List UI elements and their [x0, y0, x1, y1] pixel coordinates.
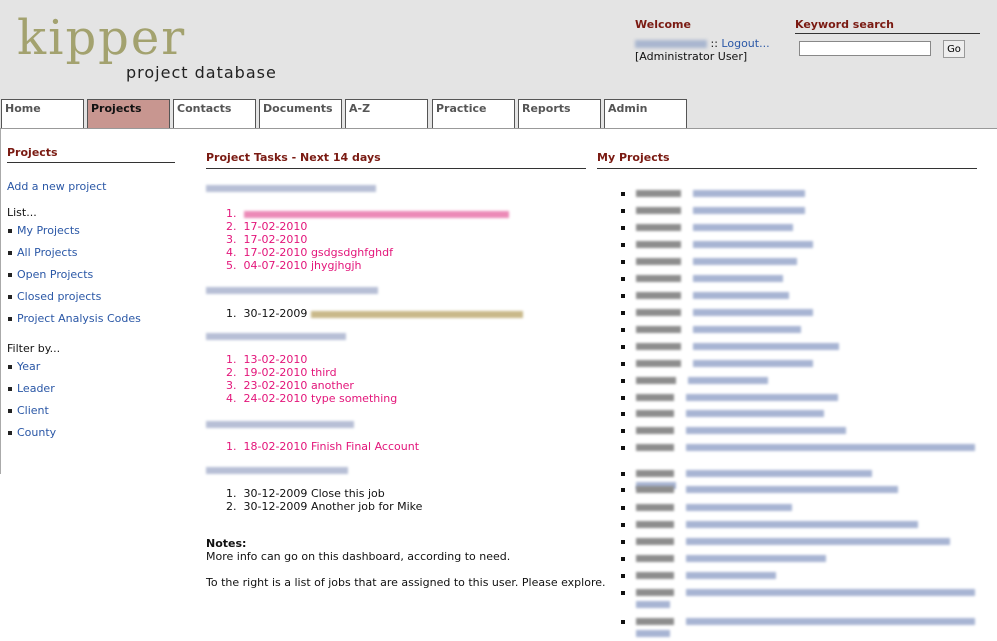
filter-leader[interactable]: Leader	[17, 382, 55, 395]
tab-reports[interactable]: Reports	[518, 99, 601, 128]
project-heading[interactable]	[206, 467, 348, 474]
project-link[interactable]	[686, 504, 792, 511]
project-link[interactable]	[693, 360, 813, 367]
bullet-icon	[621, 574, 625, 578]
task-item[interactable]: 3. 23-02-2010 another	[226, 379, 354, 392]
left-border	[0, 129, 1, 474]
task-item[interactable]: 2. 19-02-2010 third	[226, 366, 337, 379]
project-code	[636, 360, 681, 367]
project-link[interactable]	[686, 394, 838, 401]
tab-home[interactable]: Home	[1, 99, 84, 128]
task-item[interactable]: 1. 30-12-2009 Close this job	[226, 487, 385, 500]
add-project-link[interactable]: Add a new project	[7, 180, 107, 193]
my-projects-title: My Projects	[597, 151, 670, 164]
project-code	[636, 394, 674, 401]
project-link[interactable]	[693, 309, 813, 316]
project-code	[636, 224, 681, 231]
sidebar-item-open-projects[interactable]: Open Projects	[17, 268, 94, 281]
bullet-icon	[8, 409, 12, 413]
project-link[interactable]	[636, 601, 670, 608]
bullet-icon	[8, 273, 12, 277]
bullet-icon	[621, 412, 625, 416]
bullet-icon	[621, 379, 625, 383]
bullet-icon	[621, 328, 625, 332]
keyword-search-input[interactable]	[799, 41, 931, 56]
tab-projects[interactable]: Projects	[87, 99, 170, 128]
keyword-search-rule	[795, 33, 980, 34]
task-item[interactable]: 3. 17-02-2010	[226, 233, 308, 246]
project-code	[636, 207, 681, 214]
tab-documents[interactable]: Documents	[259, 99, 342, 128]
project-link[interactable]	[636, 630, 670, 637]
list-label: List...	[7, 206, 37, 219]
bullet-icon	[621, 620, 625, 624]
bullet-icon	[8, 387, 12, 391]
tab-a-z[interactable]: A-Z	[345, 99, 428, 128]
task-item[interactable]: 2. 17-02-2010	[226, 220, 308, 233]
sidebar-item-closed-projects[interactable]: Closed projects	[17, 290, 102, 303]
project-link[interactable]	[693, 190, 805, 197]
separator: ::	[710, 37, 718, 50]
notes-title: Notes:	[206, 537, 247, 550]
task-item[interactable]: 1. 13-02-2010	[226, 353, 308, 366]
sidebar-item-analysis-codes[interactable]: Project Analysis Codes	[17, 312, 141, 325]
bullet-icon	[621, 243, 625, 247]
project-link[interactable]	[693, 241, 813, 248]
project-link[interactable]	[686, 538, 950, 545]
bullet-icon	[8, 365, 12, 369]
keyword-search-title: Keyword search	[795, 18, 895, 31]
project-code	[636, 241, 681, 248]
project-code	[636, 258, 681, 265]
logo[interactable]: kipper	[17, 10, 187, 66]
project-link[interactable]	[686, 589, 975, 596]
project-link[interactable]	[686, 521, 918, 528]
bullet-icon	[621, 311, 625, 315]
project-code	[636, 589, 674, 596]
notes-text: To the right is a list of jobs that are assigned to this user. Please explore.	[206, 576, 606, 589]
project-link[interactable]	[686, 555, 826, 562]
task-item[interactable]: 4. 24-02-2010 type something	[226, 392, 398, 405]
bullet-icon	[8, 251, 12, 255]
welcome-title: Welcome	[635, 18, 691, 31]
project-link[interactable]	[693, 326, 801, 333]
logo-subtitle: project database	[126, 63, 277, 82]
project-heading[interactable]	[206, 287, 378, 294]
project-code	[636, 275, 681, 282]
task-item[interactable]: 1. 30-12-2009	[226, 307, 523, 320]
project-link[interactable]	[686, 618, 975, 625]
project-link[interactable]	[693, 275, 783, 282]
project-heading[interactable]	[206, 333, 346, 340]
tab-contacts[interactable]: Contacts	[173, 99, 256, 128]
bullet-icon	[8, 317, 12, 321]
project-code	[636, 521, 674, 528]
project-link[interactable]	[688, 377, 768, 384]
project-link[interactable]	[693, 292, 789, 299]
project-code	[636, 486, 674, 493]
bullet-icon	[621, 557, 625, 561]
bullet-icon	[8, 431, 12, 435]
bullet-icon	[621, 277, 625, 281]
bullet-icon	[621, 362, 625, 366]
tab-practice[interactable]: Practice	[432, 99, 515, 128]
project-link[interactable]	[686, 470, 872, 477]
project-code	[636, 190, 681, 197]
task-item[interactable]: 4. 17-02-2010 gsdgsdghfghdf	[226, 246, 393, 259]
user-role: [Administrator User]	[635, 50, 748, 63]
bullet-icon	[621, 523, 625, 527]
project-code	[636, 444, 674, 451]
project-link[interactable]	[686, 444, 975, 451]
bullet-icon	[621, 345, 625, 349]
bullet-icon	[621, 226, 625, 230]
project-code	[636, 343, 681, 350]
bullet-icon	[621, 396, 625, 400]
bullet-icon	[621, 488, 625, 492]
project-code	[636, 410, 674, 417]
go-button[interactable]: Go	[943, 40, 965, 58]
user-name	[635, 40, 707, 48]
project-code	[636, 377, 676, 384]
bullet-icon	[621, 540, 625, 544]
bullet-icon	[621, 591, 625, 595]
project-code	[636, 427, 674, 434]
project-code	[636, 504, 674, 511]
task-item[interactable]: 1.	[226, 207, 509, 220]
tab-admin[interactable]: Admin	[604, 99, 687, 128]
project-code	[636, 326, 681, 333]
project-code	[636, 538, 674, 545]
bullet-icon	[621, 192, 625, 196]
task-item[interactable]: 2. 30-12-2009 Another job for Mike	[226, 500, 423, 513]
project-link[interactable]	[693, 343, 839, 350]
user-line	[635, 37, 770, 50]
sidebar-item-all-projects[interactable]: All Projects	[17, 246, 78, 259]
project-link[interactable]	[686, 486, 898, 493]
filter-county[interactable]: County	[17, 426, 57, 439]
task-item[interactable]: 5. 04-07-2010 jhygjhgjh	[226, 259, 362, 272]
tasks-title: Project Tasks - Next 14 days	[206, 151, 381, 164]
project-link[interactable]	[693, 207, 805, 214]
project-link[interactable]	[686, 572, 776, 579]
bullet-icon	[621, 260, 625, 264]
project-heading[interactable]	[206, 421, 354, 428]
sidebar-title: Projects	[7, 146, 58, 159]
bullet-icon	[8, 229, 12, 233]
bullet-icon	[621, 506, 625, 510]
filter-label: Filter by...	[7, 342, 61, 355]
my-projects-rule	[597, 168, 977, 169]
project-code	[636, 292, 681, 299]
bullet-icon	[621, 294, 625, 298]
project-code	[636, 572, 674, 579]
tasks-rule	[206, 168, 586, 169]
task-text-redacted	[244, 211, 509, 218]
project-code	[636, 470, 674, 477]
filter-year[interactable]: Year	[17, 360, 41, 373]
sidebar-item-my-projects[interactable]: My Projects	[17, 224, 80, 237]
project-link[interactable]	[686, 427, 846, 434]
task-text-redacted	[311, 311, 523, 318]
project-code	[636, 618, 674, 625]
bullet-icon	[621, 446, 625, 450]
bullet-icon	[621, 472, 625, 476]
sidebar-rule	[7, 162, 175, 163]
logout-link[interactable]: Logout...	[721, 37, 770, 50]
project-code	[636, 309, 681, 316]
project-link[interactable]	[693, 224, 793, 231]
filter-client[interactable]: Client	[17, 404, 49, 417]
project-code	[636, 555, 674, 562]
project-link[interactable]	[686, 410, 824, 417]
notes-text: More info can go on this dashboard, according to need.	[206, 550, 511, 563]
bullet-icon	[621, 209, 625, 213]
bullet-icon	[621, 429, 625, 433]
task-item[interactable]: 1. 18-02-2010 Finish Final Account	[226, 440, 420, 453]
project-heading[interactable]	[206, 185, 376, 192]
project-link[interactable]	[693, 258, 797, 265]
bullet-icon	[8, 295, 12, 299]
